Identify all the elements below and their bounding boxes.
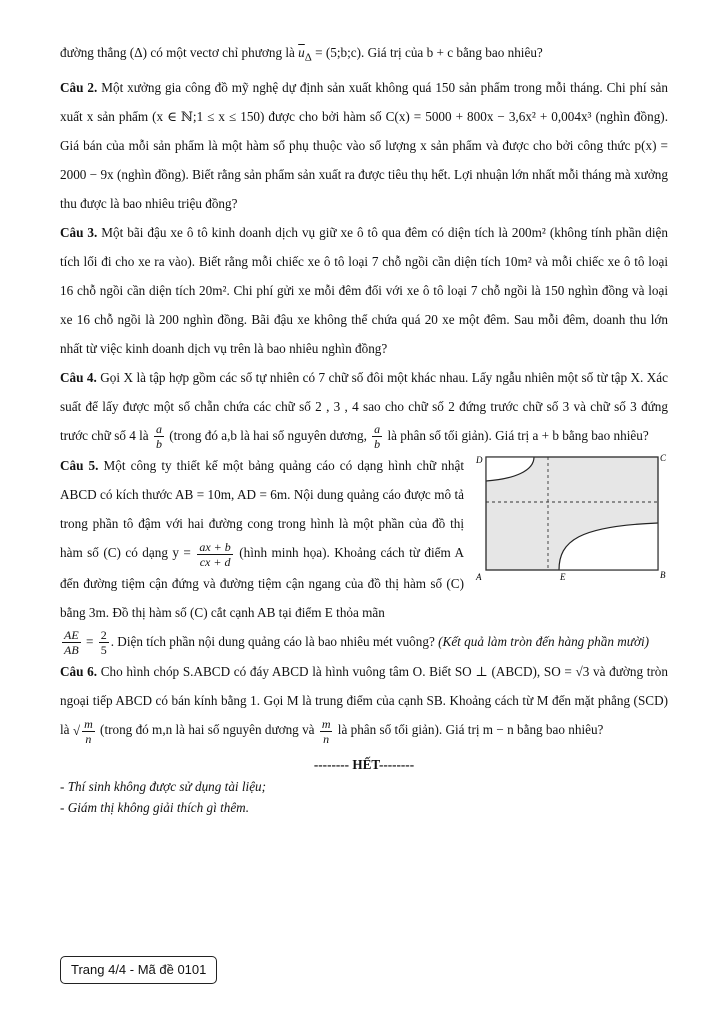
sqrt-m-over-n: √ $\frac{m}{n}$ <box>72 717 93 747</box>
q3-text: Một bãi đậu xe ô tô kinh doanh dịch vụ giữ xe ô tô qua đêm có diện tích là 200m² (không tính phần diện tích lối đi cho xe ra vào). Biết rằng mỗi chiếc xe ô tô loại 7 chỗ ngồi cần diện tích 10m² và mỗi chiếc xe ô tô loại 16 chỗ ngồi cần diện tích 20m². Chi phí gửi xe mỗi đêm đối với xe ô tô loại 7 chỗ ngồi là 150 nghìn đồng và loại xe 16 chỗ ngồi là 200 nghìn đồng. Bãi đậu xe không thể chứa quá 20 xe một đêm. Sau mỗi đêm, doanh thu lớn nhất từ việc kinh doanh dịch vụ trên là bao nhiêu nghìn đồng? <box>60 224 668 356</box>
label-e: E <box>560 572 566 582</box>
q5-text-block <box>60 451 464 626</box>
value-num: 2 <box>100 628 107 643</box>
note-2: - Giám thị không giải thích gì thêm. <box>60 800 249 816</box>
page-number-box: Trang 4/4 - Mã đề 0101 <box>60 956 217 984</box>
frac-num-2: a <box>374 422 381 437</box>
q4-label: Câu 4. <box>60 369 97 385</box>
value-den: 5 <box>100 643 107 658</box>
billboard-figure <box>474 451 669 581</box>
ratio-value <box>99 628 109 657</box>
label-c: C <box>660 453 667 464</box>
sqrt-num: m <box>84 717 93 732</box>
ratio-den: AB <box>64 643 79 658</box>
q2-label: Câu 2. <box>60 79 98 95</box>
q5-rounding-note: (Kết quả làm tròn đến hàng phần mười) <box>438 633 650 649</box>
vector-u: $\overline{u}$ <box>298 45 305 60</box>
q6-text-2: (trong đó m,n là hai số nguyên dương và <box>96 722 318 738</box>
q2-text: Một xưởng gia công đồ mỹ nghệ dự định sản xuất không quá 150 sản phẩm trong mỗi tháng. Chi phí sản xuất x sản phẩm (x ∈ ℕ;1 ≤ x ≤ 150) được cho bởi hàm số C(x) = 5000 + 800x − 3,6x² + 0,004x³ (nghìn đồng). Giá bán của mỗi sản phẩm là một hàm số phụ thuộc vào số lượng x sản phẩm và được cho bởi công thức p(x) = 2000 − 9x (nghìn đồng). Biết rằng sản phẩm sản xuất ra được tiêu thụ hết. Lợi nhuận lớn nhất mỗi tháng mà xưởng thu được là bao nhiêu triệu đồng? <box>60 79 669 211</box>
label-b: B <box>660 570 666 581</box>
q6-text-1: Cho hình chóp S.ABCD có đáy ABCD là hình vuông tâm O. Biết SO ⊥ (ABCD), SO = √3 và đường tròn ngoại tiếp ABCD có bán kính bằng 1. Gọi M là trung điểm của cạnh SB. Khoảng cách từ M đến mặt phẳng (SCD) là <box>60 664 668 738</box>
note-1: - Thí sinh không được sử dụng tài liệu; <box>60 779 267 795</box>
question-6 <box>60 657 668 746</box>
mn-num: m <box>321 716 331 731</box>
ratio-num: AE <box>64 628 79 643</box>
fraction-a-b <box>154 422 164 451</box>
func-num: ax + b <box>199 539 231 554</box>
q5-text-3: . Diện tích phần nội dung quảng cáo là bao nhiêu mét vuông? <box>110 633 439 649</box>
question-4 <box>60 363 668 451</box>
frac-den-2: b <box>374 437 381 452</box>
frac-num: a <box>155 422 162 437</box>
q1-tail-text: đường thẳng (Δ) có một vectơ chỉ phương là <box>60 45 299 60</box>
q5-text-2: (hình minh họa). Khoảng cách từ điểm A đến đường tiệm cận đứng và đường tiệm cận ngang của đồ thị hàm số (C) bằng 3m. Đồ thị hàm số (C) cắt cạnh AB tại điểm E thỏa mãn <box>60 545 465 620</box>
q6-label: Câu 6. <box>60 664 98 680</box>
label-d: D <box>476 455 483 466</box>
mn-den: n <box>323 731 330 746</box>
fraction-m-n <box>320 717 333 746</box>
q5-text-1: Một công ty thiết kế một bảng quảng cáo có dạng hình chữ nhật ABCD có kích thước AB = 10m, AD = 6m. Nội dung quảng cáo được mô tả trong phần tô đậm với hai đường cong trong hình là một phần của đồ thị hàm số (C) có dạng y = <box>60 458 465 561</box>
question-3 <box>60 218 668 363</box>
frac-den: b <box>155 437 162 452</box>
label-a: A <box>476 572 482 582</box>
end-mark: -------- HẾT-------- <box>313 757 415 773</box>
function-fraction <box>197 540 232 569</box>
line-q1-tail <box>60 38 668 73</box>
ratio-ae-ab <box>62 628 81 657</box>
sqrt-den: n <box>85 732 92 747</box>
sqrt-fraction <box>82 717 95 746</box>
func-den: cx + d <box>199 554 231 569</box>
vector-u-subscript: Δ <box>304 51 312 64</box>
q4-text-1: Gọi X là tập hợp gồm các số tự nhiên có 7 chữ số đôi một khác nhau. Lấy ngẫu nhiên một số từ tập X. Xác suất để lấy được một số chẵn chứa các chữ số 2 , 3 , 4 sao cho chữ số 2 đứng trước chữ số 3 và chữ số 3 đứng trước chữ số 4 là <box>60 369 669 443</box>
q5-label: Câu 5. <box>60 458 99 474</box>
q4-text-2: (trong đó a,b là hai số nguyên dương, <box>165 427 371 443</box>
q4-text-3: là phân số tối giản). Giá trị a + b bằng bao nhiêu? <box>384 427 649 443</box>
q1-tail-text-2: = (5;b;c). Giá trị của b + c bằng bao nhiêu? <box>311 45 543 60</box>
question-2 <box>60 73 668 218</box>
exam-page <box>60 38 668 818</box>
fraction-a-b-2 <box>372 422 382 451</box>
question-5 <box>60 451 668 657</box>
q3-label: Câu 3. <box>60 224 98 240</box>
q6-text-3: là phân số tối giản). Giá trị m − n bằng bao nhiêu? <box>334 722 604 738</box>
equals-sign: = <box>82 633 97 649</box>
q5-text-block-2 <box>60 627 668 657</box>
